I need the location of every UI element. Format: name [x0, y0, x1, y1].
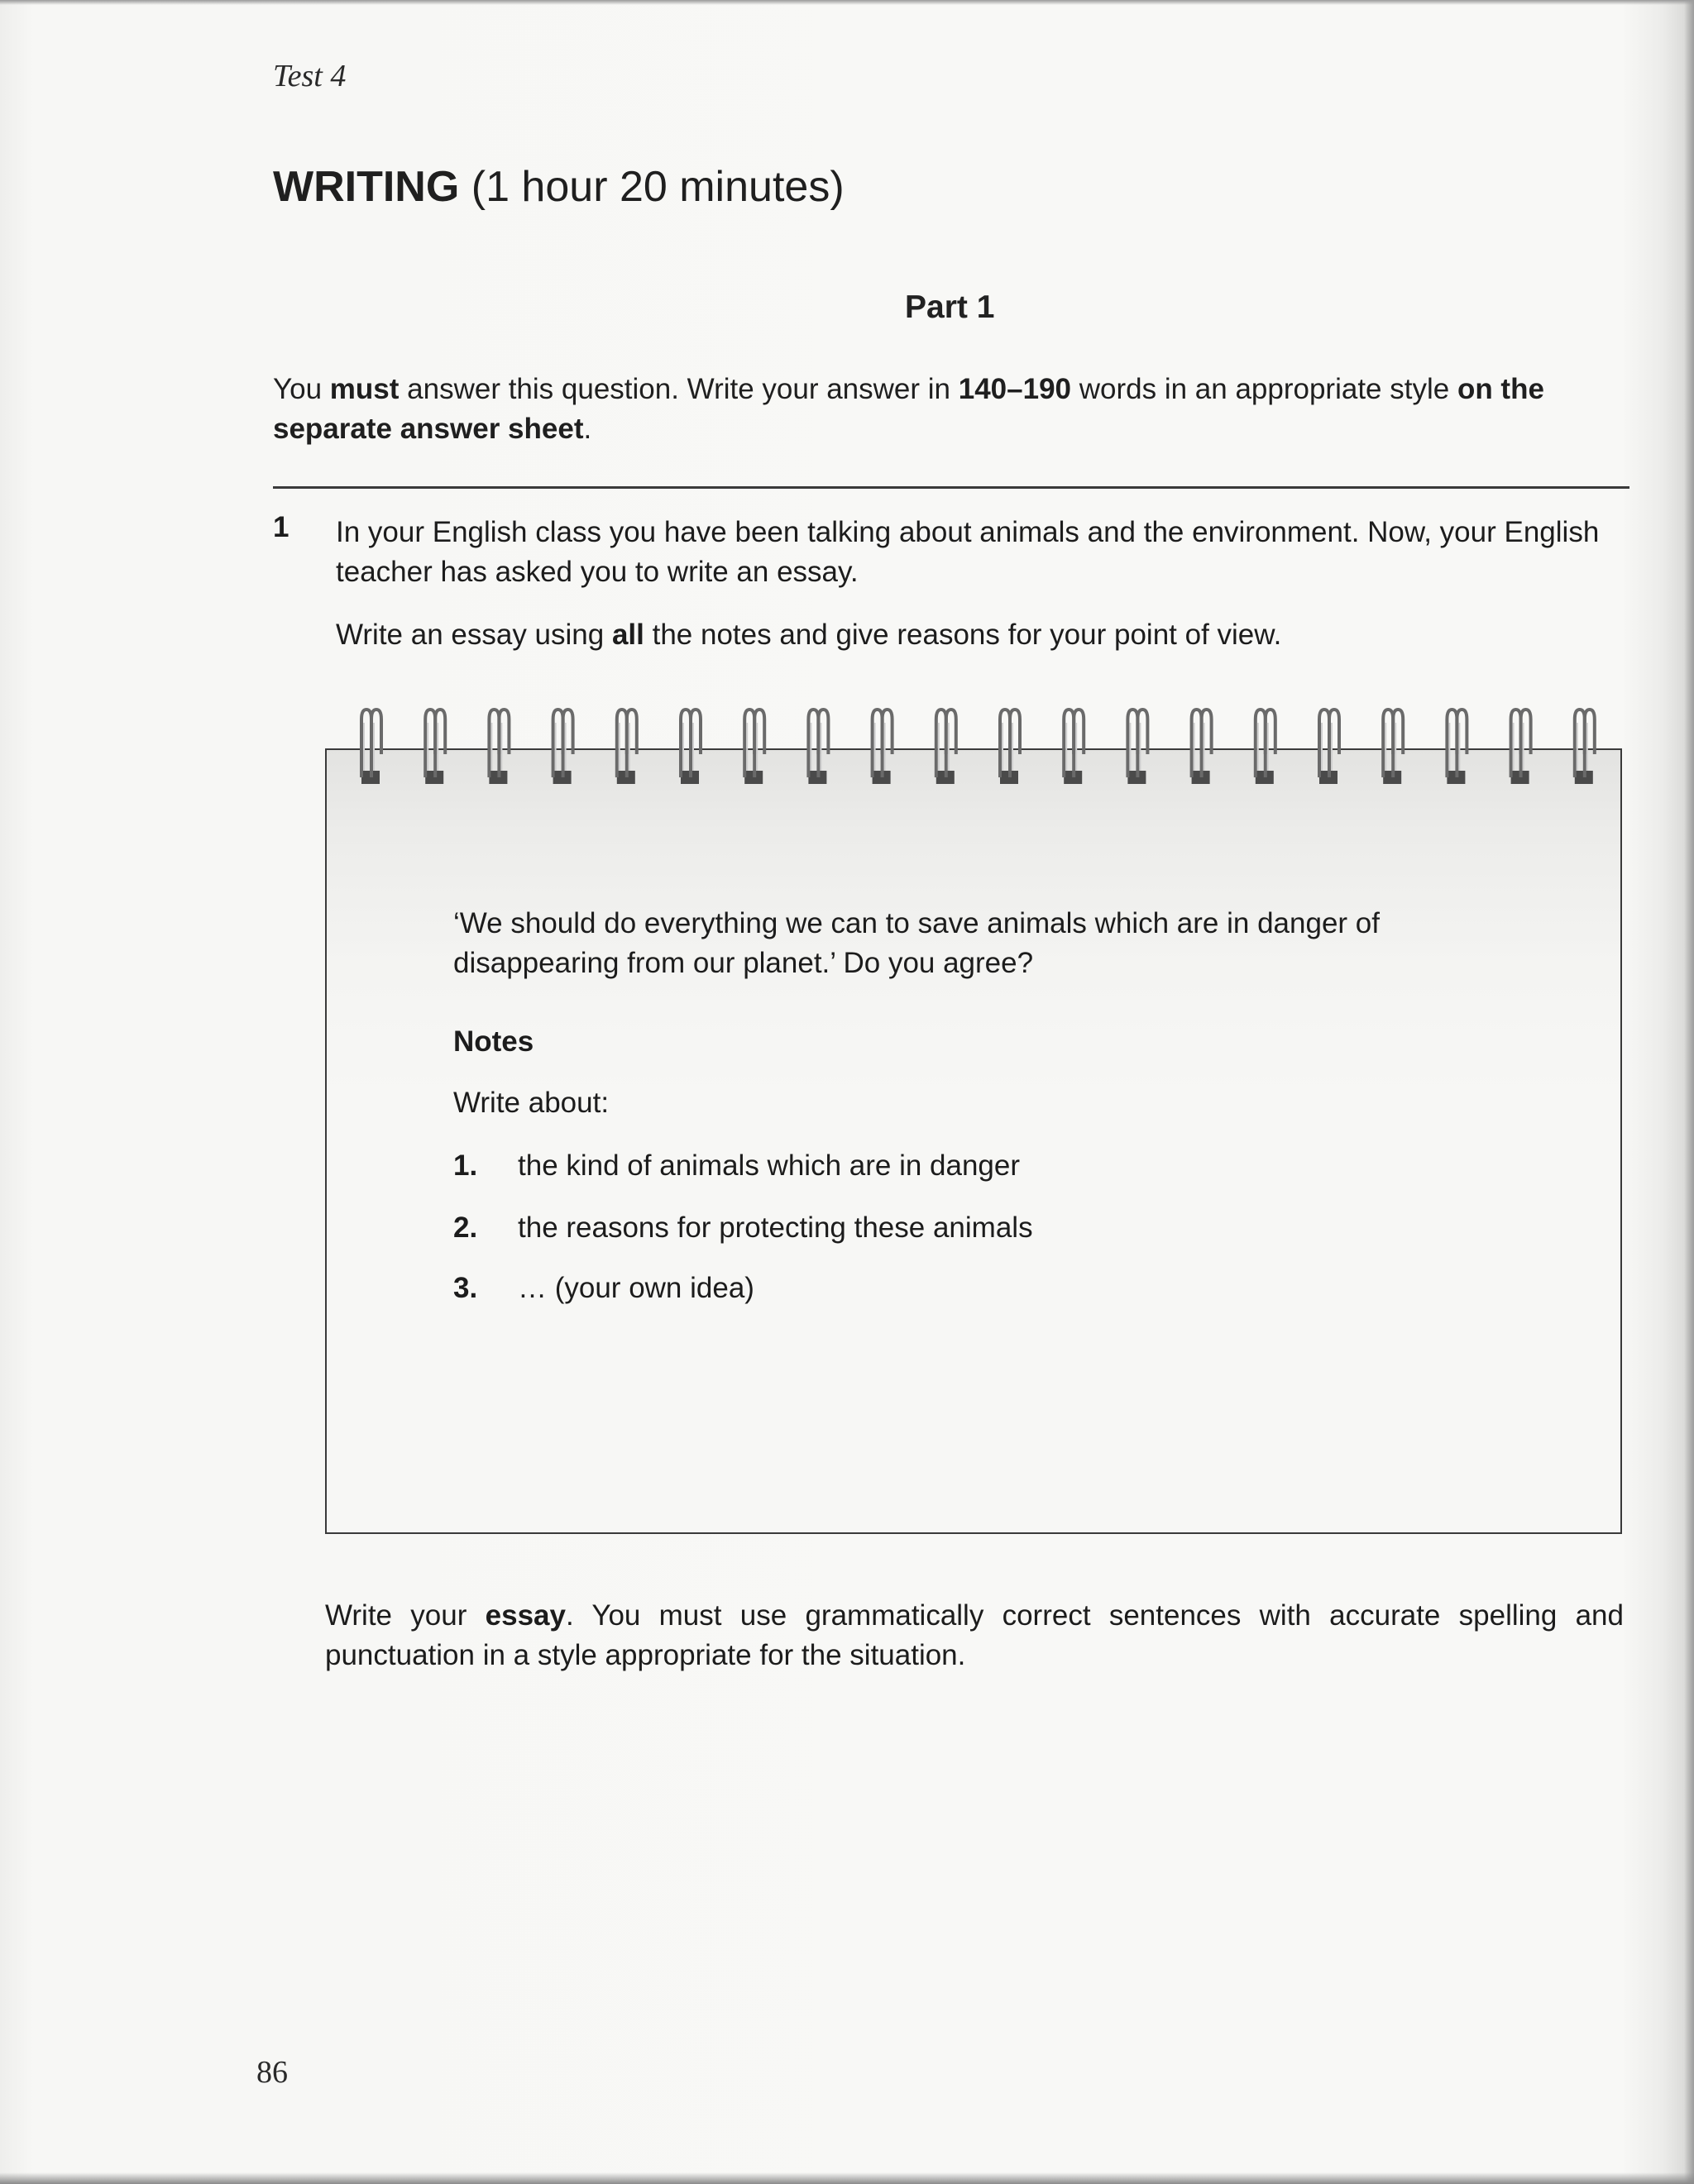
task-bold-all: all [611, 619, 644, 651]
note-text: the kind of animals which are in danger [518, 1149, 1021, 1182]
task-text-1: Write an essay using [336, 619, 612, 651]
spiral-ring [1192, 710, 1212, 784]
note-item-3 [453, 1272, 754, 1305]
question-number: 1 [273, 511, 290, 543]
note-number: 2. [453, 1211, 478, 1244]
spiral-ring [1447, 710, 1467, 784]
note-item-1 [453, 1149, 1020, 1183]
page-number: 86 [256, 2055, 288, 2090]
spiral-ring [1511, 710, 1531, 784]
closing-text-2: . You must use grammatically correct sentences with accurate spelling and punctuation in a style appropriate for the situation. [325, 1599, 1624, 1671]
scan-edge-right [1684, 0, 1694, 2184]
instructions-text-2: answer this question. Write your answer in [399, 373, 959, 405]
scan-edge-top [0, 0, 1694, 5]
write-about-label: Write about: [453, 1087, 610, 1119]
closing-text-1: Write your [325, 1599, 486, 1632]
spiral-ring [873, 710, 892, 784]
instructions-text-3: words in an appropriate style [1071, 373, 1457, 405]
note-text: … (your own idea) [518, 1272, 754, 1304]
note-item-2 [453, 1211, 1033, 1245]
spiral-ring [936, 710, 956, 784]
spiral-ring [1256, 710, 1275, 784]
spiral-ring [808, 710, 828, 784]
spiral-ring [1000, 710, 1020, 784]
closing-bold-essay: essay [485, 1599, 566, 1632]
task-text-2: the notes and give reasons for your point of view. [644, 619, 1282, 651]
part-title: Part 1 [905, 289, 995, 325]
notepad-quote-block [453, 904, 1553, 983]
spiral-ring [1127, 710, 1147, 784]
running-head: Test 4 [273, 59, 347, 93]
instructions-text-4: . [583, 413, 592, 445]
section-title-bold: WRITING [273, 163, 460, 211]
spiral-ring [1319, 710, 1339, 784]
notes-heading: Notes [453, 1025, 534, 1058]
section-title [273, 162, 845, 212]
instructions-bold-answer-sheet: on the separate answer sheet [273, 373, 1544, 445]
instructions-text-1: You [273, 373, 330, 405]
instructions-bold-wordcount: 140–190 [958, 373, 1072, 405]
spiral-ring [1383, 710, 1403, 784]
question-task [336, 615, 1626, 655]
essay-statement: ‘We should do everything we can to save animals which are in danger of disappearing from our planet.’ Do you agree? [453, 907, 1380, 979]
section-title-duration: (1 hour 20 minutes) [471, 163, 845, 211]
spiral-ring [1064, 710, 1084, 784]
spiral-ring [617, 710, 637, 784]
note-number: 1. [453, 1149, 478, 1182]
spiral-rings-icon [325, 705, 1622, 796]
instructions [273, 370, 1629, 449]
horizontal-rule [273, 486, 1629, 489]
spiral-ring [553, 710, 573, 784]
spiral-ring [744, 710, 764, 784]
spiral-ring [681, 710, 701, 784]
spiral-ring [425, 710, 445, 784]
instructions-bold-must: must [329, 373, 400, 405]
spiral-ring [489, 710, 509, 784]
spiral-ring [1575, 710, 1595, 784]
note-text: the reasons for protecting these animals [518, 1211, 1033, 1244]
spiral-ring [361, 710, 381, 784]
note-number: 3. [453, 1272, 478, 1304]
notepad-box [325, 748, 1622, 1534]
closing-instructions [325, 1596, 1624, 1675]
notepad-spiral-binding [325, 705, 1622, 796]
question-prompt: In your English class you have been talking about animals and the environment. Now, your English teacher has asked you to write an essay. [336, 516, 1600, 588]
scan-edge-bottom [0, 2172, 1694, 2184]
